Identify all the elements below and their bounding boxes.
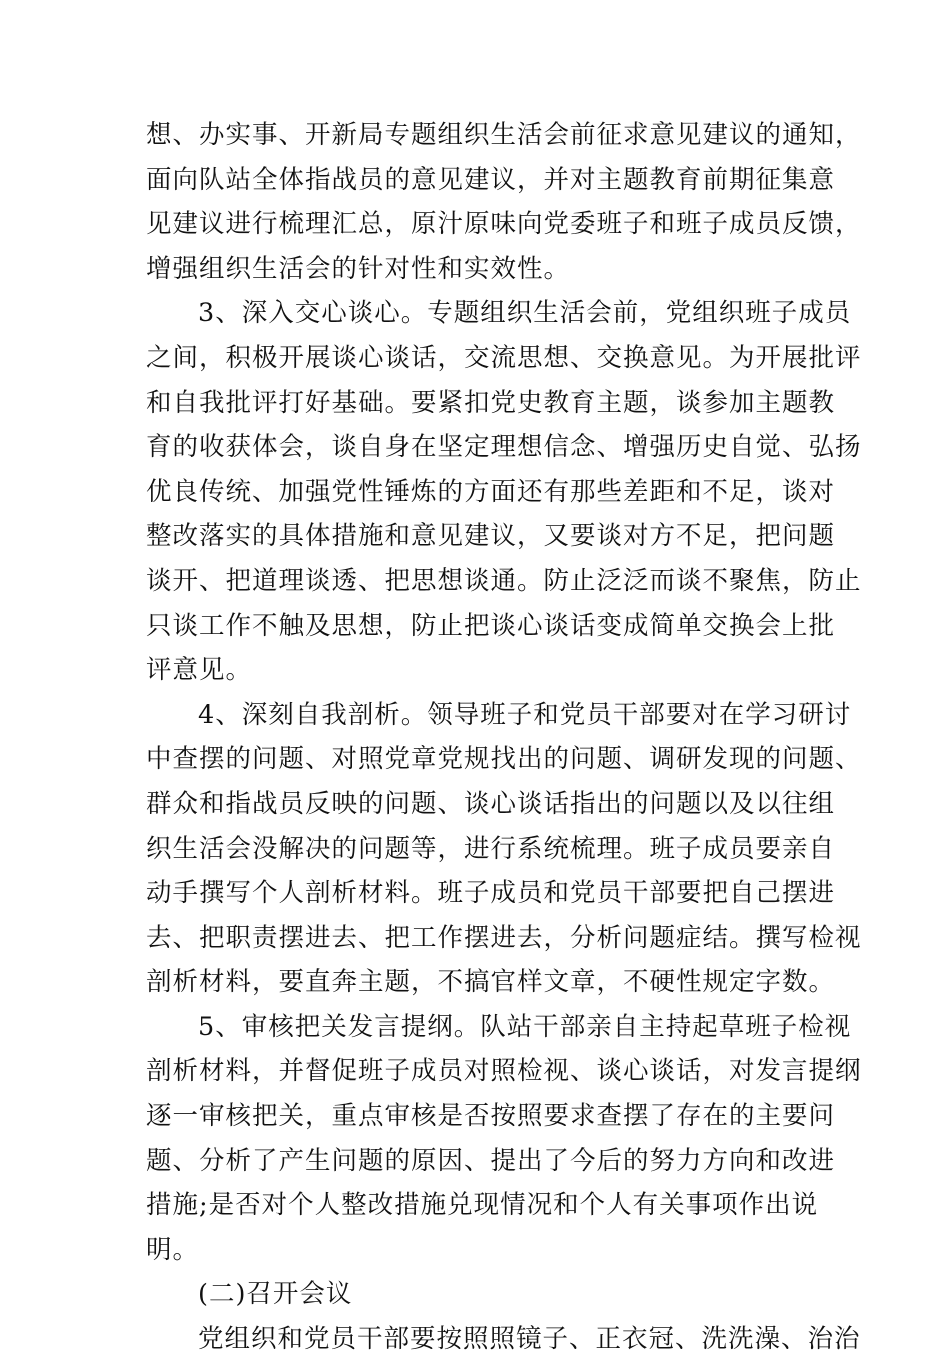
text-line: 群众和指战员反映的问题、谈心谈话指出的问题以及以往组	[146, 788, 836, 819]
text-line: 逐一审核把关，重点审核是否按照要求查摆了存在的主要问	[146, 1101, 836, 1132]
text-line: 评意见。	[146, 655, 253, 686]
text-line: 措施;是否对个人整改措施兑现情况和个人有关事项作出说	[146, 1190, 819, 1221]
text-line: 中查摆的问题、对照党章党规找出的问题、调研发现的问题、	[146, 744, 862, 775]
text-line: 织生活会没解决的问题等，进行系统梳理。班子成员要亲自	[146, 833, 836, 864]
text-line: 谈开、把道理谈透、把思想谈通。防止泛泛而谈不聚焦，防止	[146, 565, 862, 596]
text-line: 剖析材料，并督促班子成员对照检视、谈心谈话，对发言提纲	[146, 1056, 862, 1087]
text-line: 动手撰写个人剖析材料。班子成员和党员干部要把自己摆进	[146, 878, 836, 909]
text-line: 育的收获体会，谈自身在坚定理想信念、增强历史自觉、弘扬	[146, 432, 862, 463]
text-line: 之间，积极开展谈心谈话，交流思想、交换意见。为开展批评	[146, 342, 862, 373]
text-line: 想、办实事、开新局专题组织生活会前征求意见建议的通知，	[146, 120, 862, 150]
text-line: 和自我批评打好基础。要紧扣党史教育主题，谈参加主题教	[146, 387, 836, 418]
text-line: 增强组织生活会的针对性和实效性。	[146, 253, 571, 284]
text-line: 明。	[146, 1234, 200, 1265]
paragraph-4-heading-line: 4、深刻自我剖析。领导班子和党员干部要对在学习研讨	[198, 699, 852, 730]
paragraph-5-heading-line: 5、审核把关发言提纲。队站干部亲自主持起草班子检视	[198, 1011, 852, 1042]
text-line: 剖析材料，要直奔主题，不搞官样文章，不硬性规定字数。	[146, 967, 836, 998]
text-line: 只谈工作不触及思想，防止把谈心谈话变成简单交换会上批	[146, 610, 836, 641]
text-line: 整改落实的具体措施和意见建议，又要谈对方不足，把问题	[146, 521, 836, 552]
section-heading: (二)召开会议	[198, 1279, 353, 1310]
text-line: 题、分析了产生问题的原因、提出了今后的努力方向和改进	[146, 1145, 836, 1176]
text-line: 面向队站全体指战员的意见建议，并对主题教育前期征集意	[146, 164, 836, 195]
document-body	[146, 113, 862, 1362]
text-line: 党组织和党员干部要按照照镜子、正衣冠、洗洗澡、治治	[198, 1324, 861, 1355]
text-line: 优良传统、加强党性锤炼的方面还有那些差距和不足，谈对	[146, 476, 836, 507]
paragraph-3-heading-line: 3、深入交心谈心。专题组织生活会前，党组织班子成员	[198, 298, 852, 329]
text-line: 去、把职责摆进去、把工作摆进去，分析问题症结。撰写检视	[146, 922, 862, 953]
text-line: 见建议进行梳理汇总，原汁原味向党委班子和班子成员反馈，	[146, 209, 862, 240]
